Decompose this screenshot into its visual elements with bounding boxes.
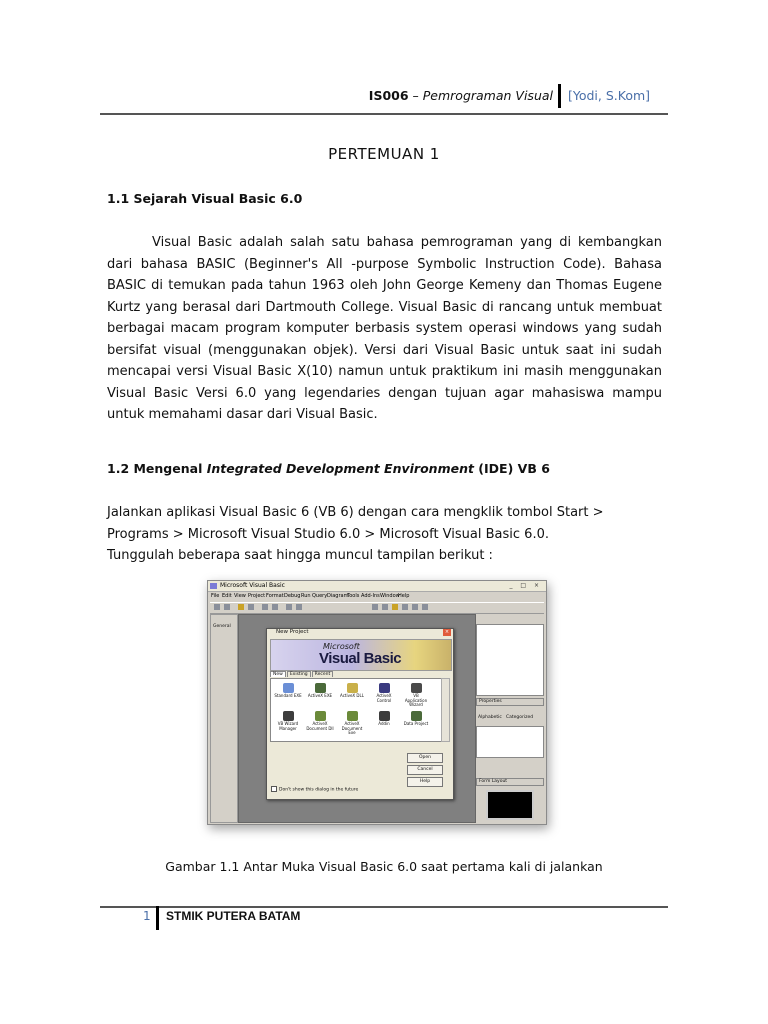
ide-menubar bbox=[208, 592, 546, 601]
project-item-label: ActiveX Document Exe bbox=[341, 721, 363, 735]
new-project-dialog bbox=[266, 628, 454, 800]
form-layout-label: Form Layout bbox=[479, 779, 508, 784]
footer-rule bbox=[100, 906, 668, 908]
section-2-heading bbox=[107, 461, 550, 476]
menu-item: File bbox=[211, 593, 220, 599]
activex-doc-exe-icon bbox=[347, 711, 358, 721]
open-button: Open bbox=[407, 753, 443, 763]
project-item bbox=[402, 711, 430, 727]
close-icon: × bbox=[444, 629, 450, 635]
course-code: IS006 bbox=[368, 88, 409, 103]
properties-tabs bbox=[476, 714, 542, 724]
properties-grid bbox=[476, 726, 544, 758]
ide-right-panes bbox=[476, 614, 544, 821]
project-type-grid bbox=[270, 678, 442, 742]
properties-label: Properties bbox=[479, 699, 502, 704]
banner-top: Microsoft bbox=[323, 642, 360, 651]
toolbar-icon bbox=[262, 604, 268, 610]
page-number: 1 bbox=[143, 909, 151, 923]
header-author: [Yodi, S.Kom] bbox=[568, 88, 651, 103]
institution-name: STMIK PUTERA BATAM bbox=[166, 909, 301, 923]
project-item-label: Standard EXE bbox=[274, 693, 302, 698]
page-header bbox=[100, 88, 668, 108]
menu-item: Tools bbox=[347, 593, 360, 599]
activex-control-icon bbox=[379, 683, 390, 693]
project-item bbox=[274, 683, 302, 699]
addin-icon bbox=[379, 711, 390, 721]
project-item bbox=[306, 683, 334, 699]
course-name: Pemrograman Visual bbox=[422, 88, 553, 103]
header-course bbox=[369, 88, 553, 103]
vb-banner bbox=[270, 639, 452, 671]
section-2-heading-italic: Integrated Development Environment bbox=[206, 461, 474, 476]
figure-caption: Gambar 1.1 Antar Muka Visual Basic 6.0 saat pertama kali di jalankan bbox=[165, 859, 603, 874]
project-item-label: VB Application Wizard bbox=[404, 693, 428, 707]
project-item-label: VB Wizard Manager bbox=[277, 721, 299, 731]
project-item-label: ActiveX Control bbox=[376, 693, 392, 703]
activex-doc-dll-icon bbox=[315, 711, 326, 721]
section-1-body bbox=[107, 232, 662, 426]
activex-dll-icon bbox=[347, 683, 358, 693]
section-1-paragraph: Visual Basic adalah salah satu bahasa pemrograman yang di kembangkan dari bahasa BASIC (Beginner's All -purpose Symbolic Instruction Code). Bahasa BASIC di temukan pada tahun 1963 oleh John George Kemeny dan Thomas Eugene Kurtz yang berasal dari Dartmouth College. Visual Basic di rancang untuk membuat berbagai macam program komputer berbasis system operasi windows yang sudah bersifat visual (menggunakan objek). Versi dari Visual Basic untuk saat ini sudah mencapai versi Visual Basic X(10) namun untuk praktikum ini masih menggunakan Visual Basic Versi 6.0 yang legendaries dengan tujuan agar mahasiswa mampu untuk memahami dasar dari Visual Basic. bbox=[107, 235, 662, 422]
tab-existing: Existing bbox=[287, 671, 311, 677]
prop-tab-alphabetic: Alphabetic bbox=[478, 715, 502, 720]
toolbar-icon bbox=[422, 604, 428, 610]
menu-item: Add-Ins bbox=[361, 593, 380, 599]
properties-header bbox=[476, 698, 544, 706]
ide-titlebar bbox=[208, 581, 546, 592]
dont-show-checkbox bbox=[271, 786, 358, 793]
toolbar-icon bbox=[272, 604, 278, 610]
ide-window-title: Microsoft Visual Basic bbox=[220, 582, 285, 589]
toolbar-icon bbox=[296, 604, 302, 610]
tab-recent: Recent bbox=[312, 671, 334, 677]
grid-scrollbar bbox=[441, 678, 450, 742]
prop-tab-categorized: Categorized bbox=[506, 715, 534, 720]
section-2-body bbox=[107, 502, 667, 567]
project-item bbox=[402, 683, 430, 708]
dialog-titlebar bbox=[267, 629, 453, 637]
project-item bbox=[274, 711, 302, 731]
section-2-heading-prefix: 1.2 Mengenal bbox=[107, 461, 207, 476]
form-layout-preview bbox=[486, 790, 534, 820]
footer-divider bbox=[156, 906, 159, 930]
header-divider bbox=[558, 84, 561, 108]
section-2-line-2: Tunggulah beberapa saat hingga muncul tampilan berikut : bbox=[107, 548, 493, 563]
menu-item: Run bbox=[301, 593, 311, 599]
toolbox-panel bbox=[210, 614, 238, 823]
toolbar-icon bbox=[248, 604, 254, 610]
project-explorer bbox=[476, 624, 544, 696]
menu-item: View bbox=[234, 593, 246, 599]
toolbar-icon bbox=[402, 604, 408, 610]
section-2-line-1: Jalankan aplikasi Visual Basic 6 (VB 6) dengan cara mengklik tombol Start > Programs > Microsoft Visual Studio 6.0 > Microsoft Visual Basic 6.0. bbox=[107, 505, 604, 542]
toolbar-icon bbox=[238, 604, 244, 610]
checkbox-label: Don't show this dialog in the future bbox=[279, 787, 359, 793]
vb-app-icon bbox=[210, 583, 217, 589]
standard-exe-icon bbox=[283, 683, 294, 693]
menu-item: Debug bbox=[284, 593, 301, 599]
menu-item: Project bbox=[248, 593, 266, 599]
checkbox-box bbox=[271, 786, 277, 792]
menu-item: Window bbox=[380, 593, 400, 599]
project-item-label: Addin bbox=[378, 721, 390, 726]
menu-item: Diagram bbox=[327, 593, 349, 599]
project-item-label: Data Project bbox=[403, 721, 429, 726]
menu-item: Edit bbox=[222, 593, 232, 599]
toolbar-icon bbox=[372, 604, 378, 610]
vb6-ide-screenshot bbox=[207, 580, 547, 825]
dialog-tabs bbox=[270, 671, 334, 678]
window-controls: _ □ × bbox=[509, 582, 542, 589]
toolbar-icon bbox=[412, 604, 418, 610]
section-2-heading-suffix: (IDE) VB 6 bbox=[473, 461, 550, 476]
cancel-button: Cancel bbox=[407, 765, 443, 775]
project-item bbox=[338, 683, 366, 699]
document-title: PERTEMUAN 1 bbox=[328, 145, 440, 163]
toolbar-icon bbox=[214, 604, 220, 610]
project-item bbox=[370, 683, 398, 703]
help-button: Help bbox=[407, 777, 443, 787]
toolbar-icon bbox=[286, 604, 292, 610]
project-item-label: ActiveX Document Dll bbox=[306, 721, 334, 731]
wizard-manager-icon bbox=[283, 711, 294, 721]
form-layout-header bbox=[476, 778, 544, 786]
project-item-label: ActiveX EXE bbox=[307, 693, 333, 698]
project-item-label: ActiveX DLL bbox=[340, 693, 364, 698]
menu-item: Query bbox=[312, 593, 328, 599]
toolbar-icon bbox=[392, 604, 398, 610]
activex-exe-icon bbox=[315, 683, 326, 693]
dialog-title: New Project bbox=[276, 629, 309, 635]
header-dash: – bbox=[408, 88, 423, 103]
section-1-heading: 1.1 Sejarah Visual Basic 6.0 bbox=[107, 191, 303, 206]
menu-item: Help bbox=[398, 593, 410, 599]
menu-item: Format bbox=[266, 593, 284, 599]
project-item bbox=[338, 711, 366, 736]
tab-new: New bbox=[270, 671, 286, 677]
project-item bbox=[370, 711, 398, 727]
toolbox-label: General bbox=[213, 624, 231, 629]
data-project-icon bbox=[411, 711, 422, 721]
toolbar-icon bbox=[382, 604, 388, 610]
header-rule bbox=[100, 113, 668, 115]
banner-main: Visual Basic bbox=[319, 650, 402, 667]
project-item bbox=[306, 711, 334, 731]
wizard-icon bbox=[411, 683, 422, 693]
toolbar-icon bbox=[224, 604, 230, 610]
